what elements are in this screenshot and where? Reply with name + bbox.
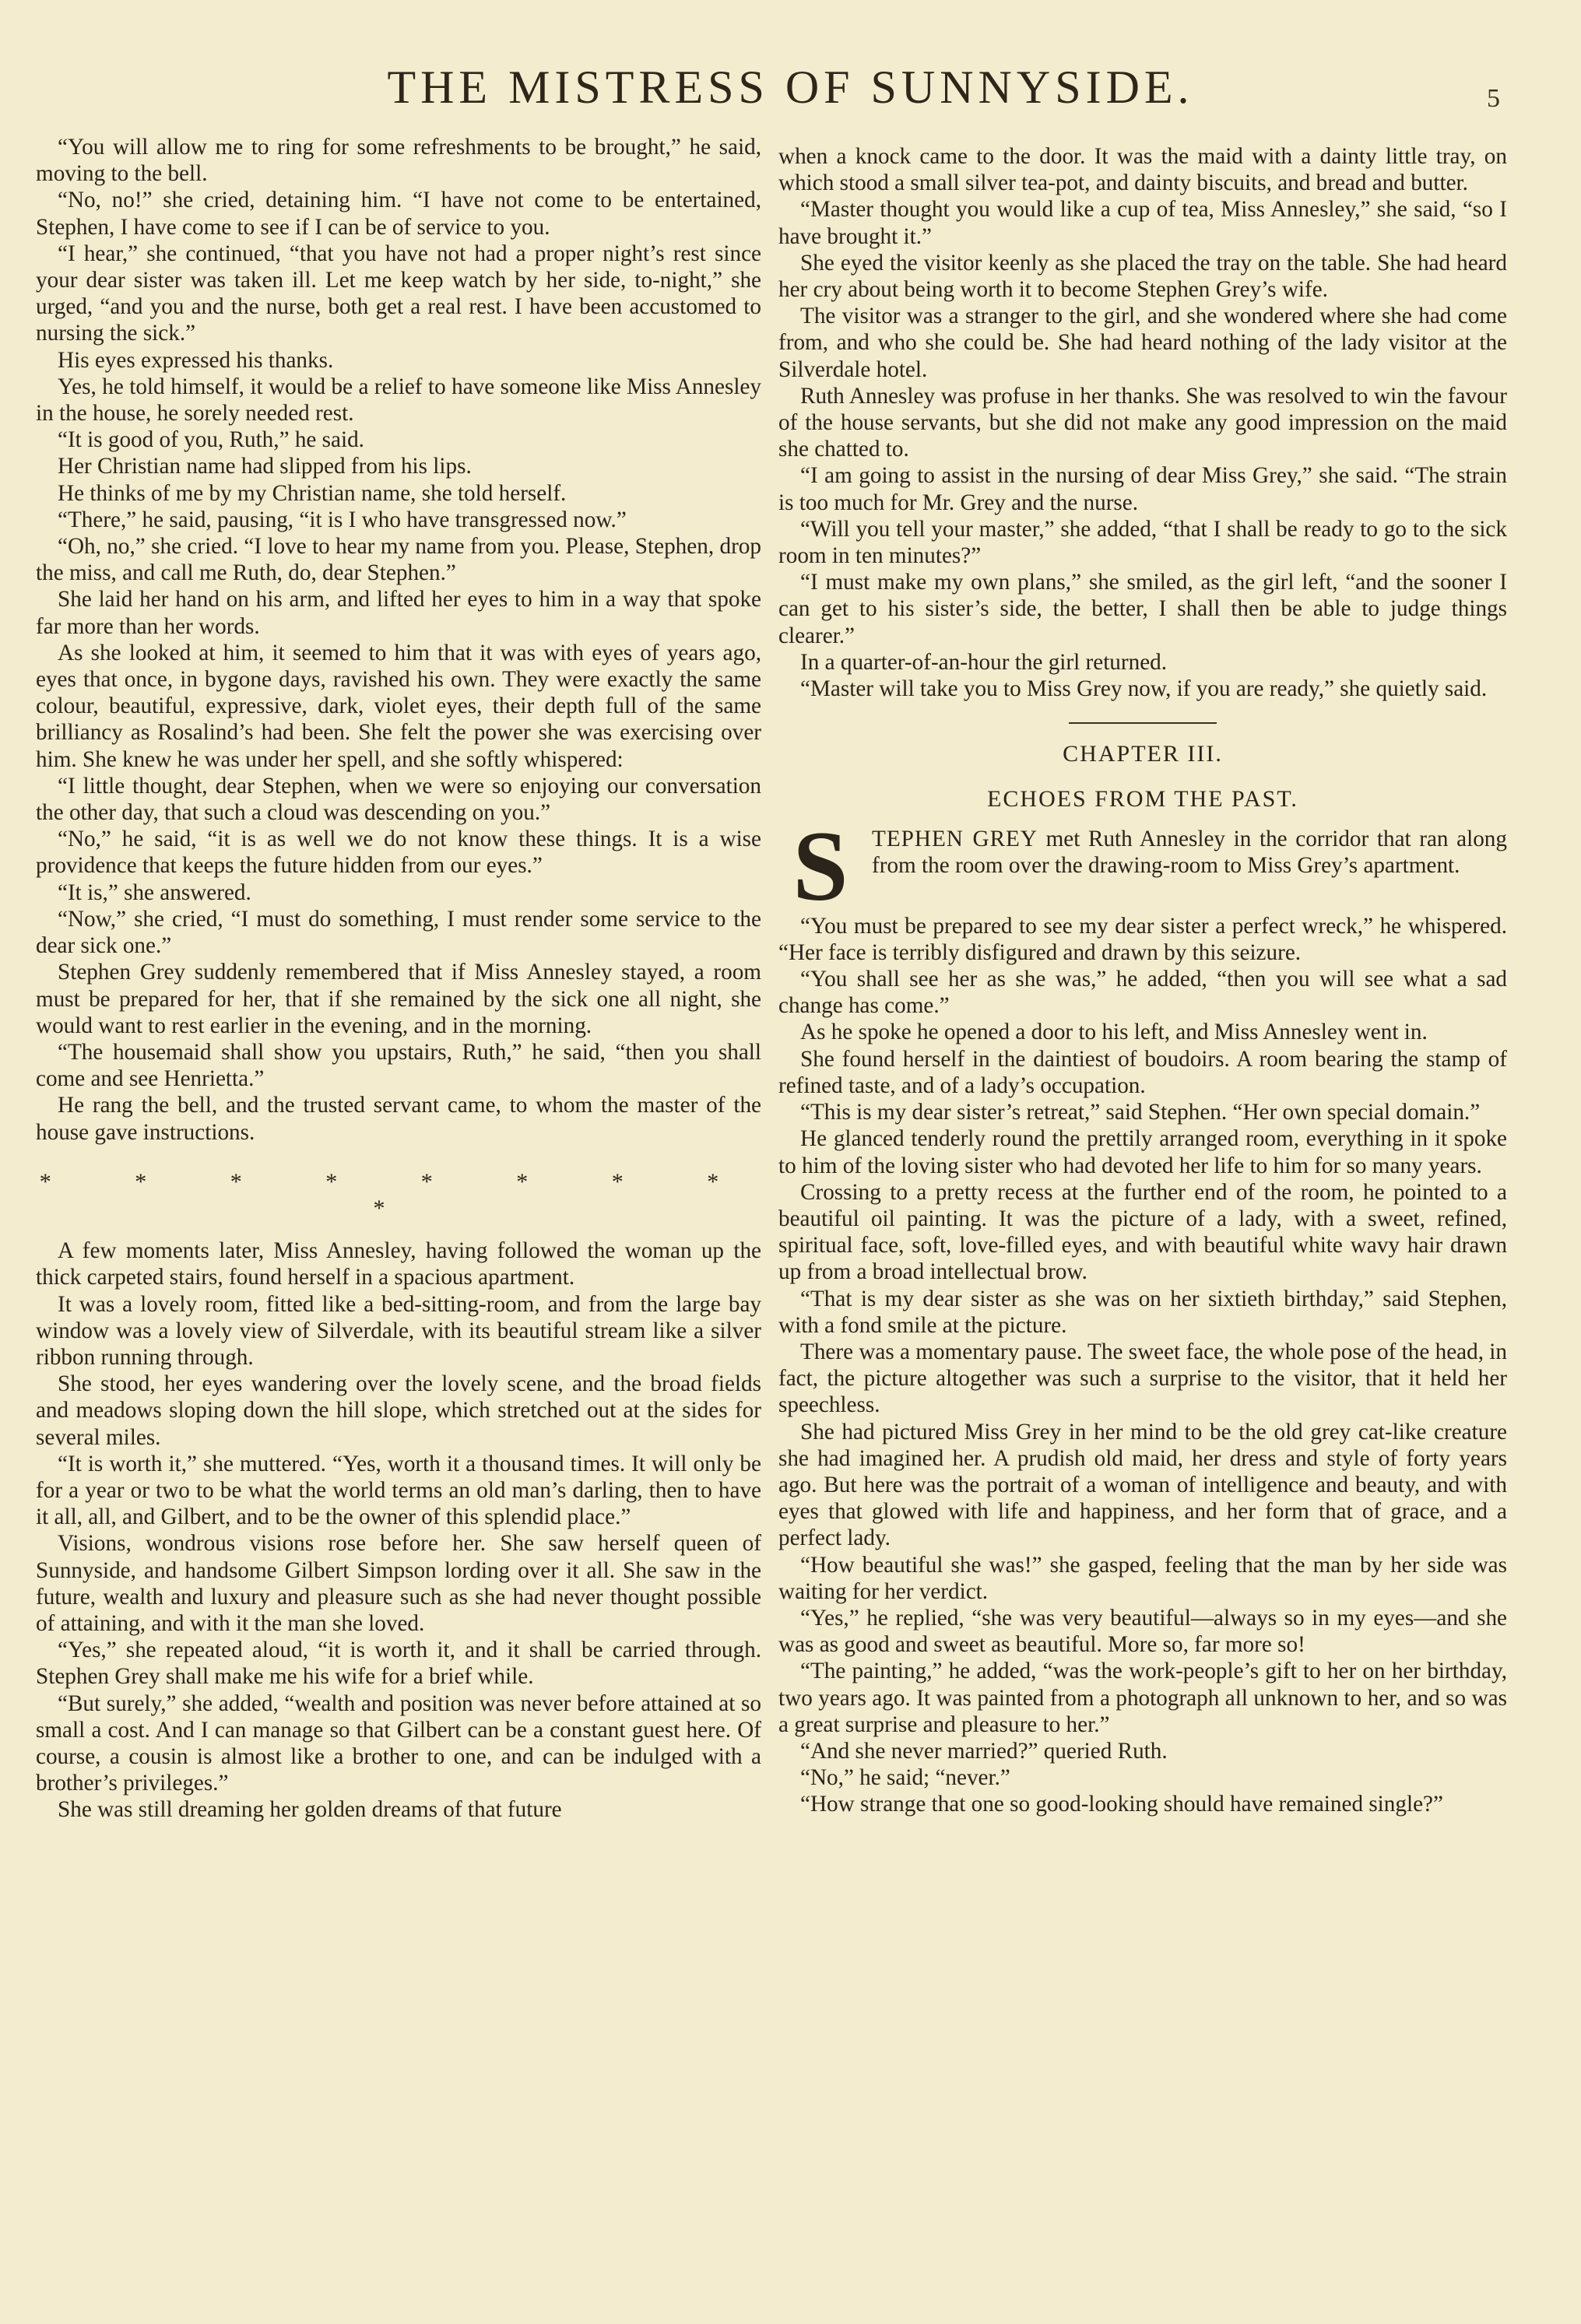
paragraph: Ruth Annesley was profuse in her thanks. She was resolved to win the favour of the house servants, but she did not make any good impression on the maid she chatted to. xyxy=(778,383,1507,462)
paragraph: “I must make my own plans,” she smiled, as the girl left, “and the sooner I can get to his sister’s side, the better, I shall then be able to judge things clearer.” xyxy=(778,570,1507,648)
paragraph: “No,” he said, “it is as well we do not know these things. It is a wise providence that keeps the future hidden from our eyes.” xyxy=(36,827,761,879)
paragraph: Crossing to a pretty recess at the further end of the room, he pointed to a beautiful oil painting. It was the picture of a lady, with a sweet, refined, spiritual face, soft, love-filled eyes, and with beautiful white wavy hair drawn up from a broad intellectual brow. xyxy=(778,1179,1507,1285)
paragraph: “It is worth it,” she muttered. “Yes, worth it a thousand times. It will only be for a year or two to be what the world terms an old man’s darling, then to have it all, all, and Gilbert, and to be the owner of this splendid place.” xyxy=(36,1451,761,1530)
paragraph: “How strange that one so good-looking should have remained single?” xyxy=(800,1792,1443,1817)
paragraph: “The painting,” he added, “was the work-people’s gift to her on her birthday, two years ago. It was painted from a photograph all unknown to her, and so was a great surprise and pleasure to her.” xyxy=(778,1659,1507,1737)
paragraph: “It is good of you, Ruth,” he said. xyxy=(58,427,364,453)
paragraph: She laid her hand on his arm, and lifted her eyes to him in a way that spoke far more than her words. xyxy=(36,587,761,639)
paragraph: “You must be prepared to see my dear sister a perfect wreck,” he whispered. “Her face is terribly disfigured and drawn by this seizure. xyxy=(778,913,1507,965)
opening-text: met Ruth Annesley in the corridor that ran along from the room over the drawing-room to Miss Grey’s apartment. xyxy=(872,826,1507,878)
paragraph: “Master thought you would like a cup of tea, Miss Annesley,” she said, “so I have brought it.” xyxy=(778,197,1507,249)
paragraph: She was still dreaming her golden dreams of that future xyxy=(58,1797,562,1823)
left-paragraphs xyxy=(36,134,761,1146)
paragraph: She stood, her eyes wandering over the lovely scene, and the broad fields and meadows sloping down the hill slope, which stretched out at the sides for several miles. xyxy=(36,1371,761,1450)
paragraph: Her Christian name had slipped from his lips. xyxy=(58,454,472,479)
paragraph: “The housemaid shall show you upstairs, Ruth,” he said, “then you shall come and see Henrietta.” xyxy=(36,1039,761,1092)
left-paragraphs-after-break xyxy=(36,1237,761,1823)
running-title: THE MISTRESS OF SUNNYSIDE. xyxy=(387,61,1194,113)
paragraph: “How beautiful she was!” she gasped, feeling that the man by her side was waiting for her verdict. xyxy=(778,1552,1507,1604)
right-column xyxy=(778,143,1507,1818)
paragraph: “That is my dear sister as she was on her sixtieth birthday,” said Stephen, with a fond smile at the picture. xyxy=(778,1286,1507,1338)
paragraph: “And she never married?” queried Ruth. xyxy=(800,1738,1168,1764)
right-paragraphs-after-chapter xyxy=(778,913,1507,1818)
paragraph: “I am going to assist in the nursing of dear Miss Grey,” she said. “The strain is too much for Mr. Grey and the nurse. xyxy=(778,463,1507,515)
paragraph: The visitor was a stranger to the girl, and she wondered where she had come from, and who she could be. She had heard nothing of the lady visitor at the Silverdale hotel. xyxy=(778,304,1507,382)
paragraph: Visions, wondrous visions rose before her. She saw herself queen of Sunnyside, and handsome Gilbert Simpson lording over it all. She saw in the future, wealth and luxury and pleasure such as she had never thought possible of attaining, and with it the man she loved. xyxy=(36,1531,761,1636)
paragraph: “Master will take you to Miss Grey now, if you are ready,” she quietly said. xyxy=(800,676,1488,702)
paragraph: “This is my dear sister’s retreat,” said Stephen. “Her own special domain.” xyxy=(800,1100,1481,1125)
paragraph: “Will you tell your master,” she added, “that I shall be ready to go to the sick room in ten minutes?” xyxy=(778,516,1507,569)
paragraph: He glanced tenderly round the prettily arranged room, everything in it spoke to him of the loving sister who had devoted her life to him for so many years. xyxy=(778,1126,1507,1178)
paragraph: He rang the bell, and the trusted servant came, to whom the master of the house gave instructions. xyxy=(36,1093,761,1145)
paragraph: “No,” he said; “never.” xyxy=(800,1765,1010,1791)
paragraph: “Yes,” she repeated aloud, “it is worth it, and it shall be carried through. Stephen Grey shall make me his wife for a brief while. xyxy=(36,1638,761,1690)
drop-cap-letter: S xyxy=(792,810,848,922)
paragraph: In a quarter-of-an-hour the girl returned. xyxy=(800,649,1168,675)
chapter-opening-paragraph xyxy=(778,810,1507,922)
paragraph: He thinks of me by my Christian name, she told herself. xyxy=(58,480,567,506)
paragraph: “I hear,” she continued, “that you have not had a proper night’s rest since your dear sister was taken ill. Let me keep watch by her side, to-night,” she urged, “and you and the nurse, both get a real rest. I have been accustomed to nursing the sick.” xyxy=(36,240,761,346)
paragraph: There was a momentary pause. The sweet face, the whole pose of the head, in fact, the picture altogether was such a surprise to the visitor, that it held her speechless. xyxy=(778,1339,1507,1418)
opening-first-words: TEPHEN GREY xyxy=(872,826,1038,851)
paragraph: She had pictured Miss Grey in her mind to be the old grey cat-like creature she had imagined her. A prudish old maid, her dress and style of forty years ago. But here was the portrait of a woman of intelligence and beauty, and with eyes that glowed with life and happiness, and her form that of grace, and a perfect lady. xyxy=(778,1419,1507,1551)
paragraph: His eyes expressed his thanks. xyxy=(58,347,334,373)
paragraph: She eyed the visitor keenly as she placed the tray on the table. She had heard her cry about being worth it to become Stephen Grey’s wife. xyxy=(778,250,1507,303)
paragraph: Stephen Grey suddenly remembered that if Miss Annesley stayed, a room must be prepared for her, that if she remained by the sick one all night, she would want to rest earlier in the evening, and in the morning. xyxy=(36,960,761,1038)
page-mark: 5 xyxy=(1487,84,1500,113)
chapter-title: ECHOES FROM THE PAST. xyxy=(987,786,1298,813)
left-column xyxy=(36,134,761,1824)
paragraph: It was a lovely room, fitted like a bed-sitting-room, and from the large bay window was a lovely view of Silverdale, with its beautiful stream like a silver ribbon running through. xyxy=(36,1291,761,1370)
paragraph: A few moments later, Miss Annesley, having followed the woman up the thick carpeted stairs, found herself in a spacious apartment. xyxy=(36,1238,761,1290)
paragraph: “I little thought, dear Stephen, when we were so enjoying our conversation the other day, that such a cloud was descending on you.” xyxy=(36,773,761,826)
paragraph: As she looked at him, it seemed to him that it was with eyes of years ago, eyes that once, in bygone days, ravished his own. They were exactly the same colour, beautiful, expressive, dark, violet eyes, their depth full of the same brilliancy as Rosalind’s had been. She felt the power she was exercising over him. She knew he was under her spell, and she softly whispered: xyxy=(36,640,761,772)
chapter-number: CHAPTER III. xyxy=(1063,741,1223,767)
paragraph: “You shall see her as she was,” he added, “then you will see what a sad change has come.” xyxy=(778,967,1507,1019)
paragraph: “Yes,” he replied, “she was very beautiful—always so in my eyes—and she was as good and sweet as beautiful. More so, far more so! xyxy=(778,1605,1507,1658)
right-paragraphs xyxy=(778,143,1507,702)
paragraph: when a knock came to the door. It was the maid with a dainty little tray, on which stood a small silver tea-pot, and dainty biscuits, and bread and butter. xyxy=(778,144,1507,196)
paragraph: “But surely,” she added, “wealth and position was never before attained at so small a cost. And I can manage so that Gilbert can be a constant guest here. Of course, a cousin is almost like a brother to one, and can be indulged with a brother’s privileges.” xyxy=(36,1690,761,1796)
paragraph: “There,” he said, pausing, “it is I who have transgressed now.” xyxy=(58,507,627,532)
paragraph: She found herself in the daintiest of boudoirs. A room bearing the stamp of refined taste, and of a lady’s occupation. xyxy=(778,1046,1507,1098)
section-break-stars: * * * * * * * * * xyxy=(39,1168,758,1221)
paragraph: “Now,” she cried, “I must do something, I must render some service to the dear sick one.” xyxy=(36,906,761,959)
paragraph: As he spoke he opened a door to his left, and Miss Annesley went in. xyxy=(800,1020,1428,1045)
paragraph: “It is,” she answered. xyxy=(58,879,251,905)
paragraph: “You will allow me to ring for some refreshments to be brought,” he said, moving to the bell. xyxy=(36,135,761,187)
paragraph: “No, no!” she cried, detaining him. “I have not come to be entertained, Stephen, I have come to see if I can be of service to you. xyxy=(36,188,761,240)
chapter-divider-rule xyxy=(1069,722,1217,724)
paragraph: Yes, he told himself, it would be a relief to have someone like Miss Annesley in the house, he sorely needed rest. xyxy=(36,374,761,427)
paragraph: “Oh, no,” she cried. “I love to hear my name from you. Please, Stephen, drop the miss, and call me Ruth, do, dear Stephen.” xyxy=(36,534,761,586)
